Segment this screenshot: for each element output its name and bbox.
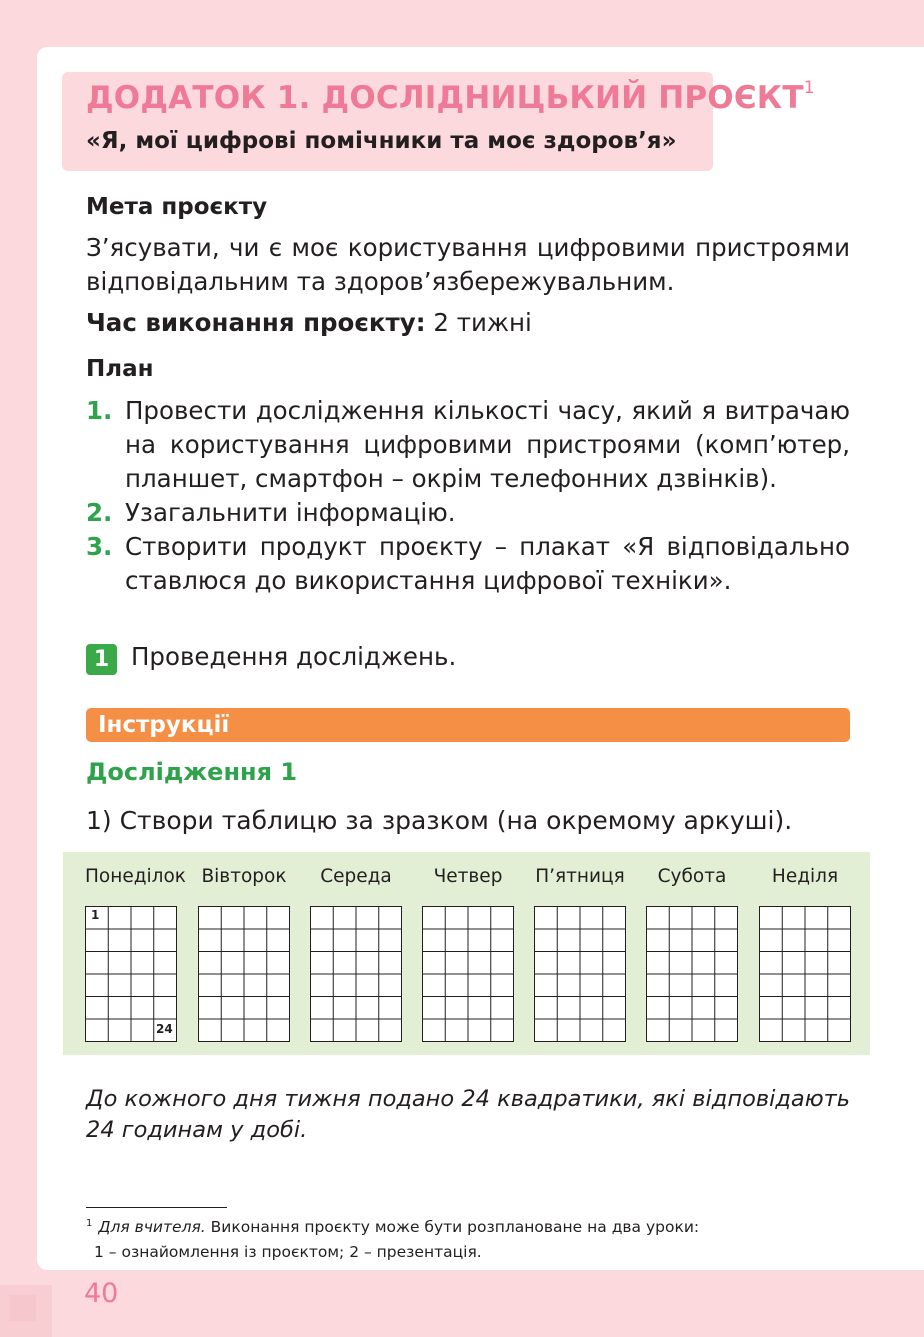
plan-item — [86, 530, 850, 598]
instructions-label: Інструкції — [98, 712, 230, 738]
footnote-italic: Для вчителя. — [98, 1218, 206, 1236]
day-label: Понеділок — [85, 866, 186, 887]
hour-grid — [310, 906, 402, 1041]
duration-label: Час виконання проєкту: — [86, 308, 426, 337]
footnote-line1: Виконання проєкту може бути розплановане на два уроки: — [205, 1218, 700, 1236]
plan-item-number: 1. — [86, 396, 113, 425]
study-title: Дослідження 1 — [86, 758, 298, 786]
study-step-text: 1) Створи таблицю за зразком (на окремому аркуші). — [86, 806, 793, 835]
day-label: Четвер — [433, 866, 503, 887]
footnote-line2: 1 – ознайомлення із проєктом; 2 – презентація. — [94, 1243, 482, 1261]
page-title: ДОДАТОК 1. ДОСЛІДНИЦЬКИЙ ПРОЄКТ$^1$ — [86, 77, 815, 116]
plan-item — [86, 394, 850, 496]
day-label: Субота — [657, 866, 727, 887]
step-text: Проведення досліджень. — [131, 642, 457, 671]
day-label: Неділя — [771, 866, 839, 887]
day-label: Вівторок — [201, 866, 287, 887]
table-note: До кожного дня тижня подано 24 квадратики, які відповідають 24 годинам у добі. — [86, 1086, 850, 1143]
duration-value: 2 тижні — [433, 308, 532, 337]
plan-item-text: Узагальнити інформацію. — [125, 498, 456, 527]
instructions-bar — [86, 708, 850, 742]
goal-heading: Мета проєкту — [86, 194, 268, 220]
plan-item — [86, 496, 850, 530]
hour-grid — [198, 906, 290, 1041]
first-hour-label: 1 — [91, 908, 100, 922]
footnote-marker: 1 — [86, 1218, 93, 1229]
page-number: 40 — [84, 1278, 119, 1309]
footnote — [86, 1216, 699, 1263]
plan-item-text: Провести дослідження кількості часу, який я витрачаю на користування цифровими пристроями (комп’ютер, планшет, смартфон – окрім телефонних дзвінків). — [125, 396, 850, 493]
hour-grid — [422, 906, 514, 1041]
day-label: П’ятниця — [535, 866, 625, 887]
footnote-divider — [86, 1207, 227, 1208]
goal-text: З’ясувати, чи є моє користування цифровими пристроями відповідальним та здоров’язбережувальним. — [86, 233, 850, 296]
hour-grid — [85, 906, 177, 1041]
hour-grid — [646, 906, 738, 1041]
plan-item-text: Створити продукт проєкту – плакат «Я відповідально ставлюся до використання цифрової техніки». — [125, 532, 850, 595]
day-label: Середа — [320, 866, 392, 887]
plan-item-number: 3. — [86, 532, 113, 561]
project-subtitle: «Я, мої цифрові помічники та моє здоров’я» — [86, 128, 677, 154]
hour-grid — [534, 906, 626, 1041]
footnote-marker: 1 — [803, 77, 815, 98]
step-number-badge: 1 — [86, 644, 117, 675]
plan-heading: План — [86, 356, 154, 382]
duration-line — [86, 306, 850, 340]
last-hour-label: 24 — [156, 1022, 173, 1036]
corner-decoration — [10, 1295, 36, 1321]
hour-grid — [759, 906, 851, 1041]
plan-item-number: 2. — [86, 498, 113, 527]
